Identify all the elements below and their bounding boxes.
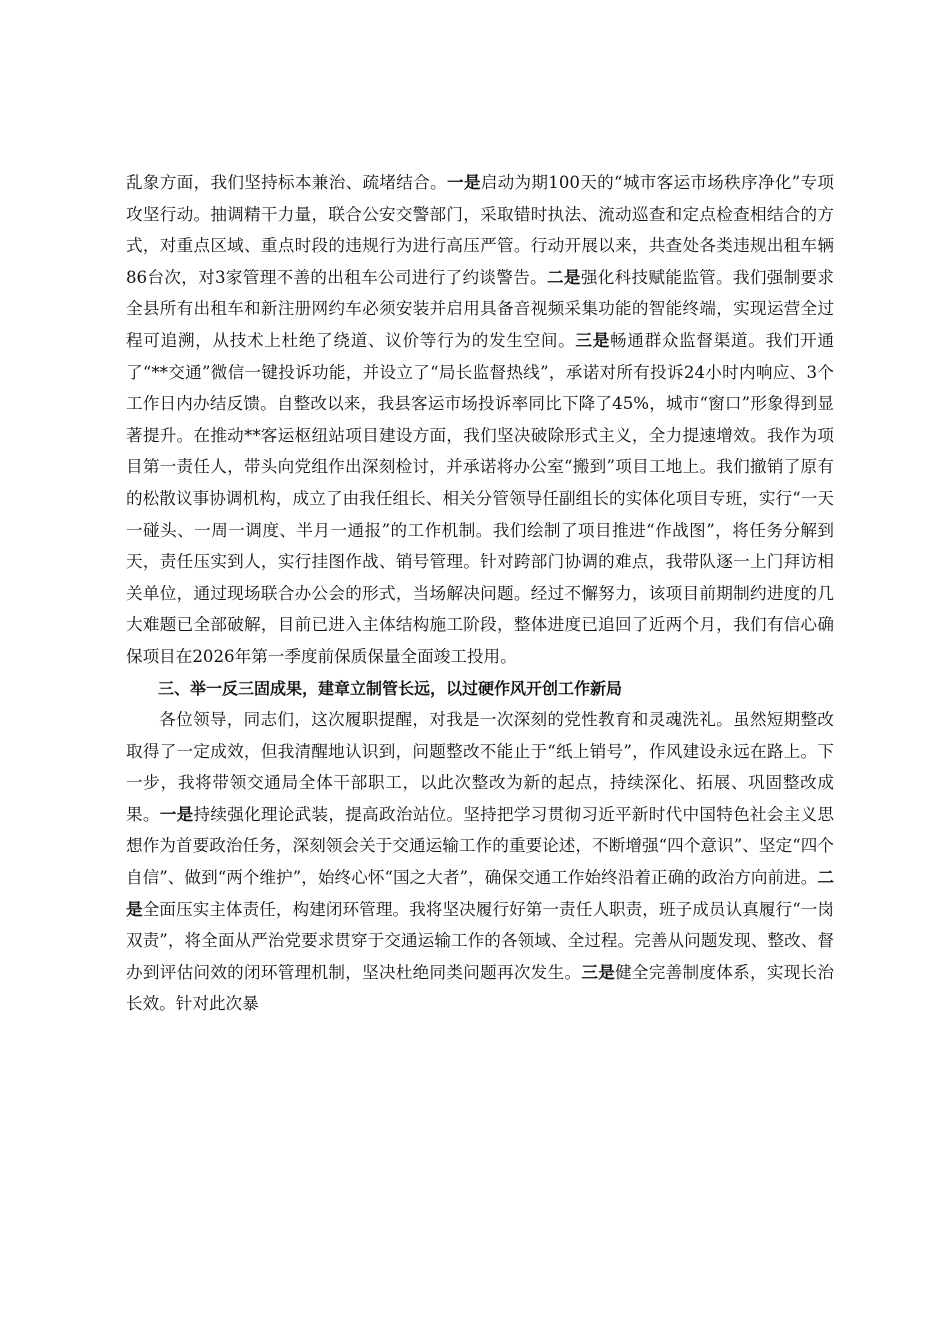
paragraph-market-order xyxy=(126,167,834,673)
paragraph-text: 健全完善制度体系，实现长治长效。针对此次暴 xyxy=(126,962,835,1014)
bold-marker-second: 二是 xyxy=(547,267,581,287)
bold-marker-first: 一是 xyxy=(446,173,481,192)
bold-marker-third: 三是 xyxy=(581,962,616,982)
bold-marker-second: 二是 xyxy=(126,868,834,919)
document-body xyxy=(126,167,834,1020)
paragraph-text: 启动为期100天的“城市客运市场秩序净化”专项攻坚行动。抽调精干力量，联合公安交警部门，采取错时执法、流动巡查和定点检查相结合的方式，对重点区域、重点时段的违规行为进行高压严管。行动开展以来，共查处各类违规出租车辆86台次，对3家管理不善的出租车公司进行了约谈警告。 xyxy=(126,173,835,287)
paragraph-text: 乱象方面，我们坚持标本兼治、疏堵结合。 xyxy=(126,173,447,192)
section-heading-three: 三、举一反三固成果，建章立制管长远，以过硬作风开创工作新局 xyxy=(158,678,623,698)
bold-marker-third: 三是 xyxy=(575,330,610,350)
paragraph-text: 持续强化理论武装，提高政治站位。坚持把学习贯彻习近平新时代中国特色社会主义思想作为首要政治任务，深刻领会关于交通运输工作的重要论述，不断增强“四个意识”、坚定“四个自信”、做到“两个维护”，始终心怀“国之大者”，确保交通工作始终沿着正确的政治方向前进。 xyxy=(126,804,835,888)
paragraph-text: 强化科技赋能监管。我们强制要求全县所有出租车和新注册网约车必须安装并启用具备音视频采集功能的智能终端，实现运营全过程可追溯，从技术上杜绝了绕道、议价等行为的发生空间。 xyxy=(126,267,835,350)
paragraph-text: 全面压实主体责任，构建闭环管理。我将坚决履行好第一责任人职责，班子成员认真履行“一岗双责”，将全面从严治党要求贯穿于交通运输工作的各领域、全过程。完善从问题发现、整改、督办到评估问效的闭环管理机制，坚决杜绝同类问题再次发生。 xyxy=(126,899,834,982)
paragraph-next-steps xyxy=(126,704,834,1020)
paragraph-text: 各位领导，同志们，这次履职提醒，对我是一次深刻的党性教育和灵魂洗礼。虽然短期整改取得了一定成效，但我清醒地认识到，问题整改不能止于“纸上销号”，作风建设永远在路上。下一步，我将带领交通局全体干部职工，以此次整改为新的起点，持续深化、拓展、巩固整改成果。 xyxy=(126,710,834,824)
bold-marker-first: 一是 xyxy=(159,804,194,824)
paragraph-text: 畅通群众监督渠道。我们开通了“**交通”微信一键投诉功能，并设立了“局长监督热线”，承诺对所有投诉24小时内响应、3个工作日内办结反馈。自整改以来，我县客运市场投诉率同比下降了45%，城市“窗口”形象得到显著提升。在推动**客运枢纽站项目建设方面，我们坚决破除形式主义，全力提速增效。我作为项目第一责任人，带头向党组作出深刻检讨，并承诺将办公室“搬到”项目工地上。我们撤销了原有的松散议事协调机构，成立了由我任组长、相关分管领导任副组长的实体化项目专班，实行“一天一碰头、一周一调度、半月一通报”的工作机制。我们绘制了项目推进“作战图”，将任务分解到天，责任压实到人，实行挂图作战、销号管理。针对跨部门协调的难点，我带队逐一上门拜访相关单位，通过现场联合办公会的形式，当场解决问题。经过不懈努力，该项目前期制约进度的几大难题已全部破解，目前已进入主体结构施工阶段，整体进度已追回了近两个月，我们有信心确保项目在2026年第一季度前保质保量全面竣工投用。 xyxy=(126,330,835,666)
